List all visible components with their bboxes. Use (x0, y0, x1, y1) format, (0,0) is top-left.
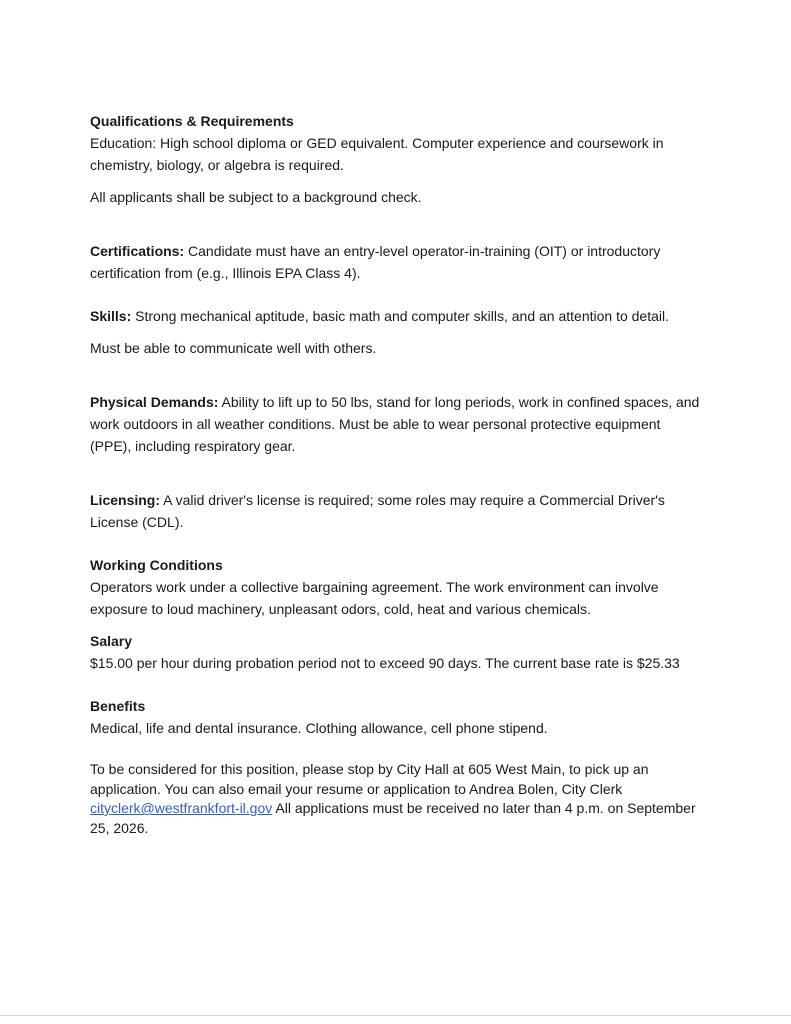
licensing-paragraph (90, 489, 700, 533)
education-text: Education: High school diploma or GED equivalent. Computer experience and coursework in chemistry, biology, or algebra is required. (90, 135, 664, 173)
apply-text-after: All applications must be received no later than 4 p.m. on September 25, 2026. (90, 800, 696, 836)
salary-heading: Salary (90, 633, 133, 649)
physical-demands-paragraph (90, 391, 700, 457)
certifications-section (90, 240, 700, 284)
working-conditions-heading: Working Conditions (90, 557, 223, 573)
physical-demands-section (90, 391, 700, 457)
qualifications-section (90, 110, 700, 208)
communication-text: Must be able to communicate well with others. (90, 340, 377, 356)
scan-edge-divider (0, 1015, 791, 1016)
skills-text: Strong mechanical aptitude, basic math and computer skills, and an attention to detail. (131, 308, 670, 324)
skills-label: Skills: (90, 308, 132, 324)
licensing-text: A valid driver's license is required; some roles may require a Commercial Driver's License (CDL). (90, 492, 665, 530)
salary-section (90, 630, 700, 674)
certifications-paragraph (90, 240, 700, 284)
licensing-section (90, 489, 700, 533)
physical-demands-label: Physical Demands: (90, 394, 219, 410)
physical-demands-text: Ability to lift up to 50 lbs, stand for long periods, work in confined spaces, and work outdoors in all weather conditions. Must be able to wear personal protective equipment (PPE), including respiratory gear. (90, 394, 700, 454)
certifications-text: Candidate must have an entry-level operator-in-training (OIT) or introductory certification from (e.g., Illinois EPA Class 4). (90, 243, 661, 281)
benefits-heading: Benefits (90, 698, 146, 714)
skills-section (90, 305, 700, 359)
apply-text-before: To be considered for this position, please stop by City Hall at 605 West Main, to pick up an application. You can also email your resume or application to Andrea Bolen, City Clerk (90, 761, 649, 797)
apply-section (90, 760, 700, 838)
working-conditions-text: Operators work under a collective bargaining agreement. The work environment can involve exposure to loud machinery, unpleasant odors, cold, heat and various chemicals. (90, 579, 659, 617)
benefits-section (90, 695, 700, 739)
apply-paragraph (90, 760, 700, 838)
benefits-text: Medical, life and dental insurance. Clothing allowance, cell phone stipend. (90, 720, 548, 736)
email-link[interactable]: cityclerk@westfrankfort-il.gov (90, 800, 273, 816)
certifications-label: Certifications: (90, 243, 185, 259)
skills-paragraph (90, 305, 700, 327)
salary-text: $15.00 per hour during probation period not to exceed 90 days. The current base rate is $25.33 (90, 655, 680, 671)
licensing-label: Licensing: (90, 492, 161, 508)
background-check-text: All applicants shall be subject to a background check. (90, 189, 422, 205)
job-posting-body (90, 110, 700, 838)
qualifications-heading: Qualifications & Requirements (90, 113, 294, 129)
working-conditions-section (90, 554, 700, 620)
